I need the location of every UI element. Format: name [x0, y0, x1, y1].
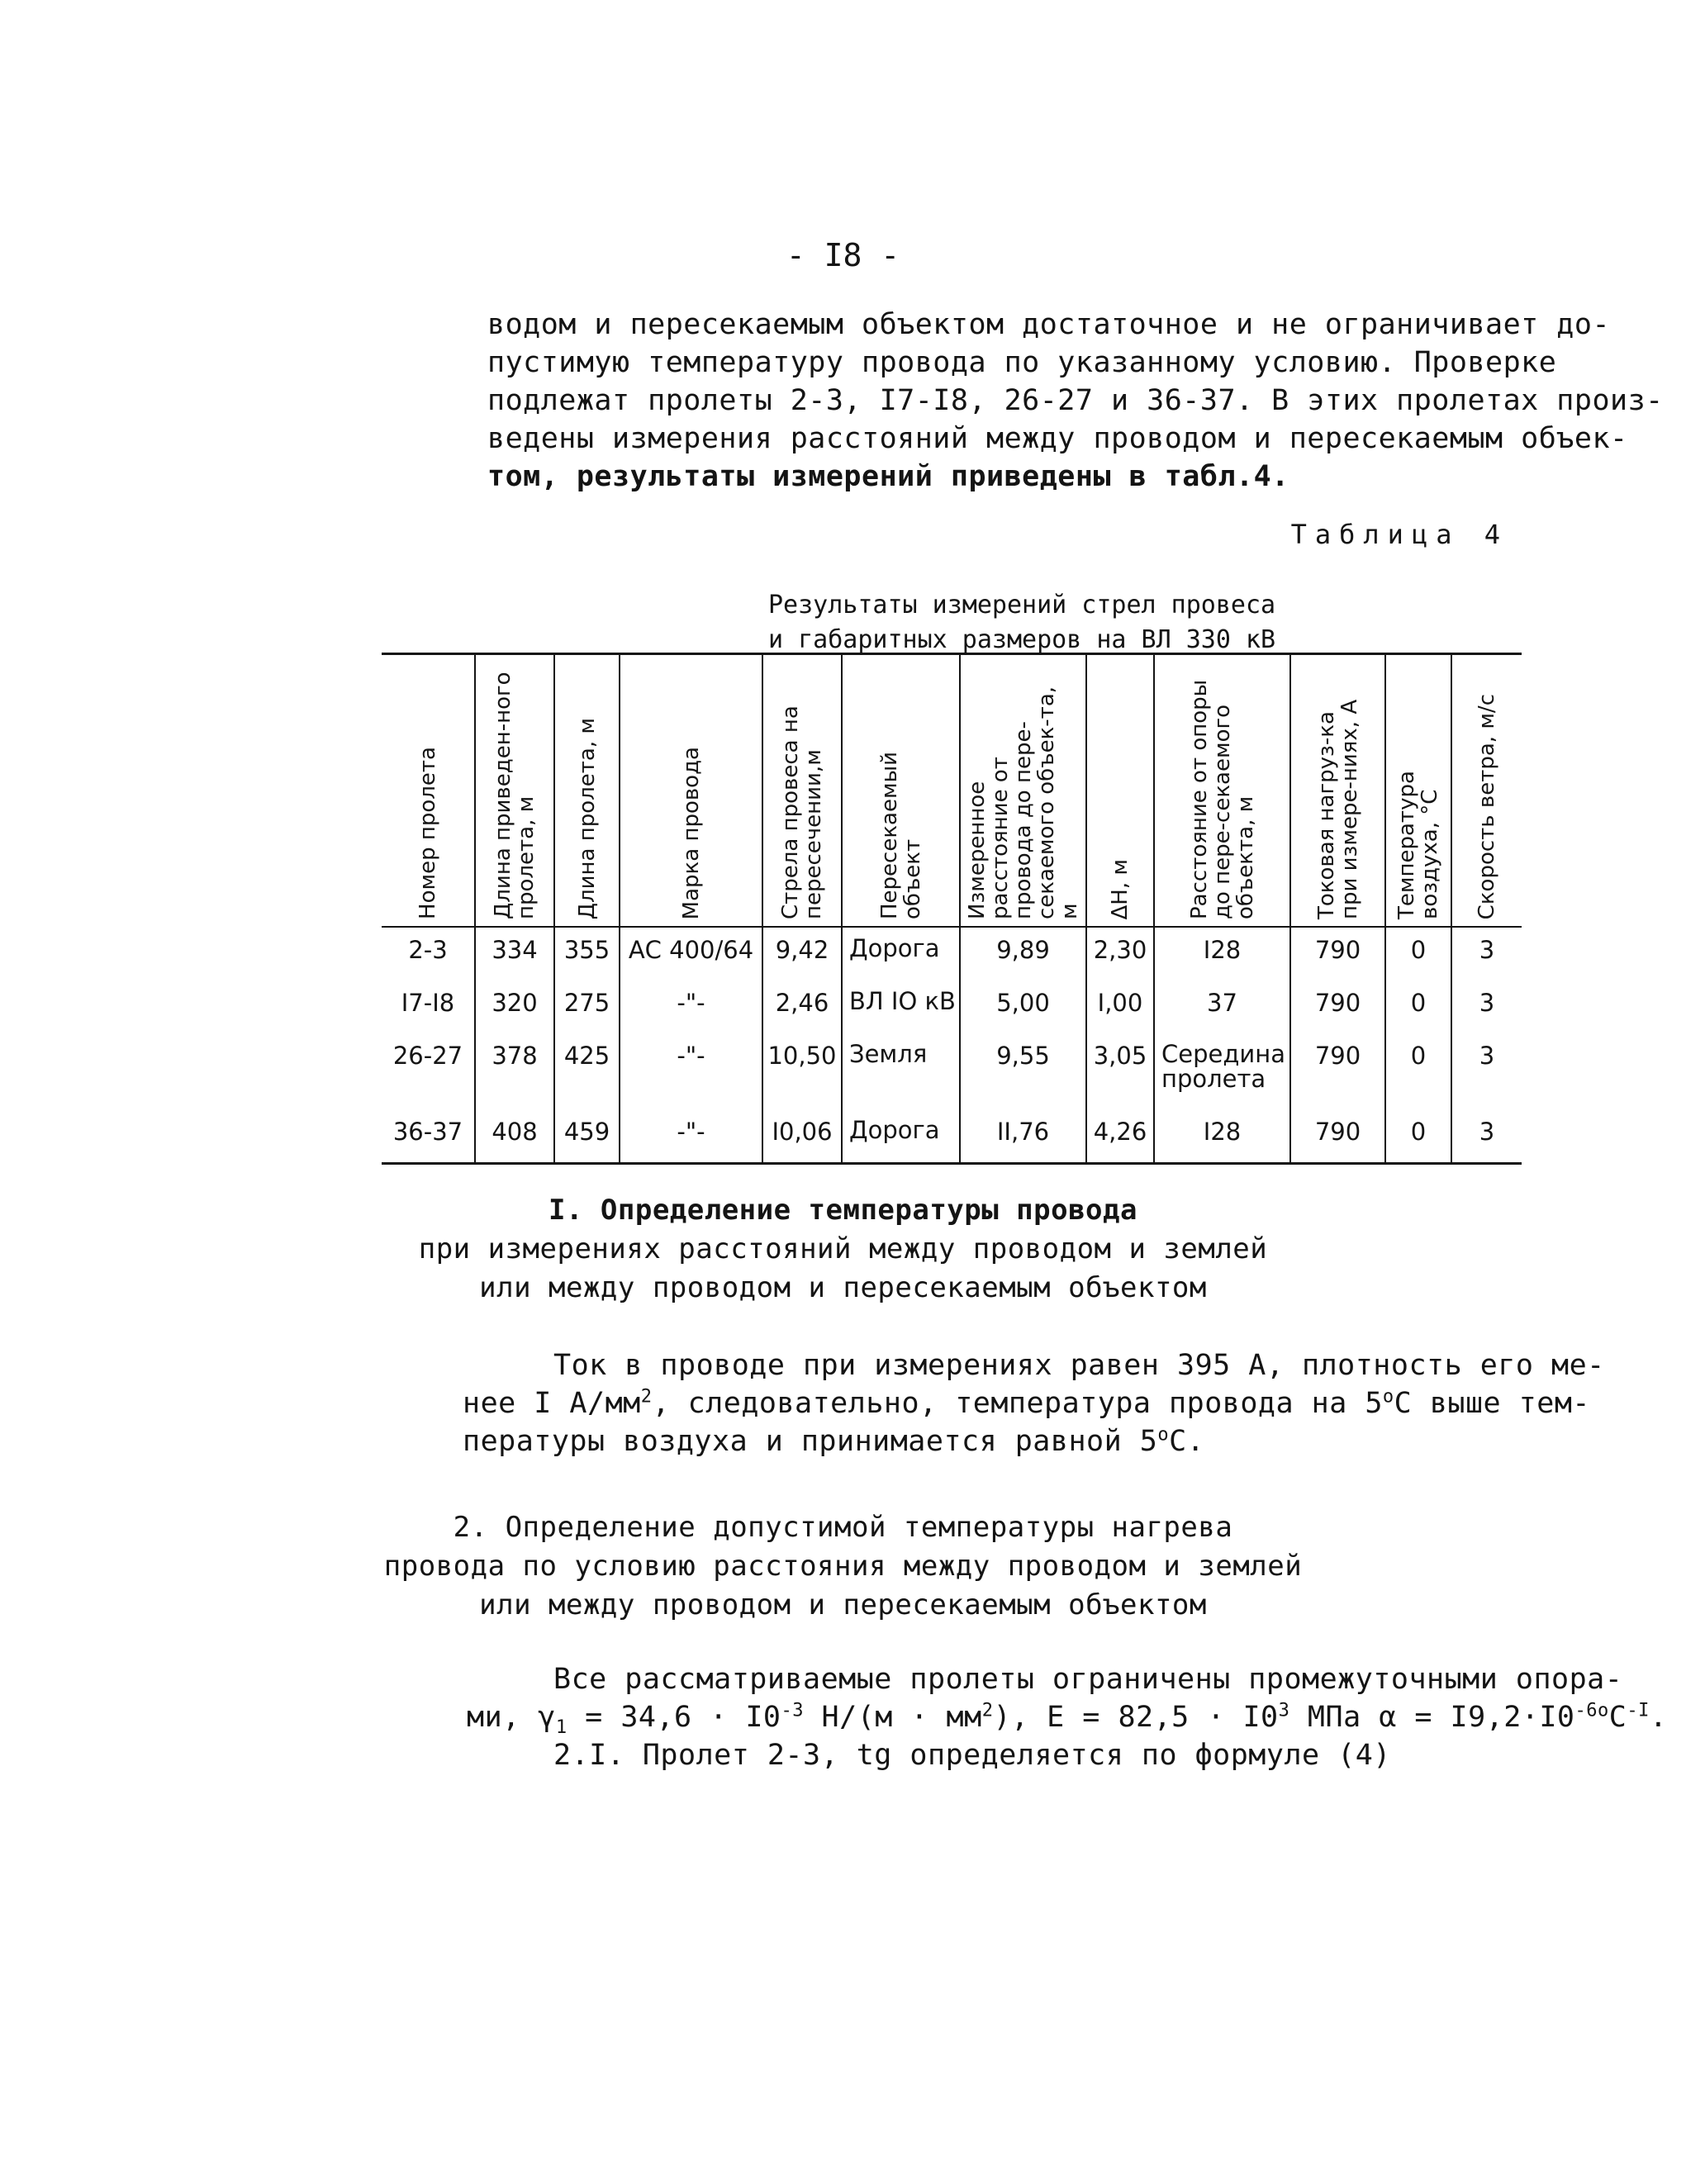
table-cell: 0 [1385, 1109, 1451, 1164]
table-cell: 790 [1290, 980, 1385, 1033]
paragraph-line: ми, $\gamma_1 = 34,6 \cdot I0^{-3}$ $Н/(м \cdot мм^2)$, $Е = 82,5 \cdot I0^3$ МПа $\alpha = I9,2\cdot I0^{-6о}С^{-I}$. [467, 1700, 1668, 1738]
table-cell: 5,00 [960, 980, 1086, 1033]
section-1-heading [0, 1191, 1686, 1308]
table-cell: 9,89 [960, 927, 1086, 980]
table-cell: I,00 [1086, 980, 1154, 1033]
measurements-table [382, 653, 1522, 1165]
table-cell: 37 [1154, 980, 1290, 1033]
table-cell: 334 [475, 927, 554, 980]
table-row [382, 927, 1522, 980]
table-cell: I7-I8 [382, 980, 475, 1033]
table-cell: 10,50 [762, 1033, 842, 1109]
column-header: Измеренное расстояние от провода до пере-секаемого объек-та, м [960, 654, 1086, 928]
column-header: Длина приведен-ного пролета, м [475, 654, 554, 928]
table-row [382, 980, 1522, 1033]
table-cell: 378 [475, 1033, 554, 1109]
current-paragraph [463, 1346, 1605, 1460]
section-title: I. Определение температуры провода [549, 1194, 1137, 1227]
table-cell: 3 [1451, 980, 1522, 1033]
paragraph-line: Все рассматриваемые пролеты ограничены промежуточными опора- [553, 1663, 1623, 1696]
column-header: Скорость ветра, м/с [1451, 654, 1522, 928]
table-cell: 0 [1385, 980, 1451, 1033]
column-header: Пересекаемый объект [842, 654, 960, 928]
column-header: Номер пролета [382, 654, 475, 928]
column-header: Стрела провеса на пересечении,м [762, 654, 842, 928]
paragraph-line: пературы воздуха и принимается равной $5^оС$. [463, 1424, 1205, 1458]
paragraph-line: Ток в проводе при измерениях равен 395 А, плотность его ме- [553, 1349, 1605, 1382]
table-cell: 790 [1290, 927, 1385, 980]
paragraph-line: подлежат пролеты 2-3, I7-I8, 26-27 и 36-37. В этих пролетах произ- [487, 384, 1664, 417]
column-header: ΔН, м [1086, 654, 1154, 928]
table-cell: Дорога [842, 927, 960, 980]
table-cell: 0 [1385, 1033, 1451, 1109]
table-cell: 26-27 [382, 1033, 475, 1109]
table-cell: 0 [1385, 927, 1451, 980]
table-cell: -"- [620, 1109, 762, 1164]
table-cell: 3 [1451, 927, 1522, 980]
table-cell: I28 [1154, 927, 1290, 980]
table-cell: 4,26 [1086, 1109, 1154, 1164]
table-header-row [382, 654, 1522, 928]
table-cell: 36-37 [382, 1109, 475, 1164]
table-cell: 355 [554, 927, 620, 980]
table-cell: 3 [1451, 1109, 1522, 1164]
intro-paragraph [487, 306, 1664, 496]
table-cell: 275 [554, 980, 620, 1033]
table-row [382, 1109, 1522, 1164]
table-cell: 9,55 [960, 1033, 1086, 1109]
paragraph-line: ведены измерения расстояний между проводом и пересекаемым объек- [487, 422, 1628, 455]
table-cell: 3 [1451, 1033, 1522, 1109]
column-header: Расстояние от опоры до пере-секаемого объекта, м [1154, 654, 1290, 928]
table-cell: Земля [842, 1033, 960, 1109]
table-cell: II,76 [960, 1109, 1086, 1164]
column-header: Температура воздуха, °С [1385, 654, 1451, 928]
table-cell: 320 [475, 980, 554, 1033]
table-cell: 425 [554, 1033, 620, 1109]
column-header: Длина пролета, м [554, 654, 620, 928]
column-header: Токовая нагруз-ка при измере-ниях, А [1290, 654, 1385, 928]
table-cell: I28 [1154, 1109, 1290, 1164]
table-cell: 2,30 [1086, 927, 1154, 980]
caption-line: Результаты измерений стрел провеса [768, 591, 1276, 620]
section-subtitle: или между проводом и пересекаемым объектом [479, 1588, 1207, 1621]
table-cell: 3,05 [1086, 1033, 1154, 1109]
paragraph-line: нее I $А/мм^2$, следовательно, температура провода на $5^оС$ выше тем- [463, 1386, 1590, 1420]
table-cell: I0,06 [762, 1109, 842, 1164]
table-cell: -"- [620, 1033, 762, 1109]
section-subtitle: провода по условию расстояния между проводом и землей [383, 1550, 1303, 1583]
table-cell: 2-3 [382, 927, 475, 980]
table-cell: АС 400/64 [620, 927, 762, 980]
table-cell: Середина пролета [1154, 1033, 1290, 1109]
caption-line: и габаритных размеров на ВЛ 330 кВ [768, 625, 1276, 654]
section-subtitle: или между проводом и пересекаемым объектом [479, 1271, 1207, 1304]
table-cell: -"- [620, 980, 762, 1033]
parameters-paragraph [467, 1660, 1668, 1774]
paragraph-line: пустимую температуру провода по указанному условию. Проверке [487, 346, 1557, 379]
table-cell: 790 [1290, 1033, 1385, 1109]
paragraph-line: водом и пересекаемым объектом достаточное и не ограничивает до- [487, 308, 1611, 341]
paragraph-line: 2.I. Пролет 2-3, tg определяется по формуле (4) [553, 1739, 1391, 1772]
table-cell: 790 [1290, 1109, 1385, 1164]
paragraph-line: том, результаты измерений приведены в табл.4. [487, 460, 1289, 493]
table-cell: 9,42 [762, 927, 842, 980]
table-label: Таблица 4 [1290, 519, 1508, 550]
page-number: - I8 - [786, 237, 900, 273]
section-subtitle: при измерениях расстояний между проводом и землей [418, 1232, 1268, 1265]
table-row [382, 1033, 1522, 1109]
table-cell: 459 [554, 1109, 620, 1164]
section-title: 2. Определение допустимой температуры нагрева [453, 1511, 1233, 1544]
column-header: Марка провода [620, 654, 762, 928]
table-cell: 2,46 [762, 980, 842, 1033]
table-cell: ВЛ IO кВ [842, 980, 960, 1033]
table-caption [768, 588, 1275, 658]
table-cell: 408 [475, 1109, 554, 1164]
table-cell: Дорога [842, 1109, 960, 1164]
section-2-heading [0, 1508, 1686, 1625]
